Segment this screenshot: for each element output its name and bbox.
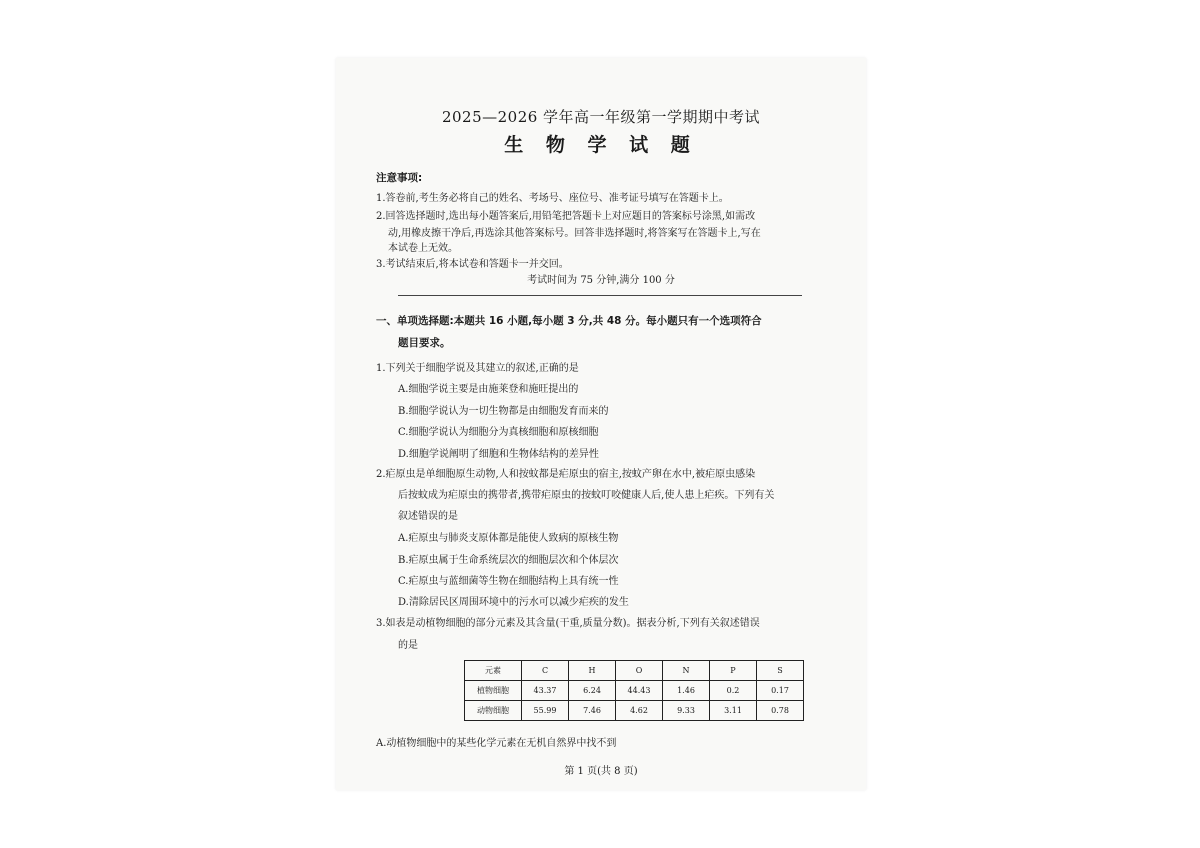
question-3-stem: 的是 (398, 640, 418, 651)
exam-title: 2025—2026 学年高一年级第一学期期中考试 (441, 108, 761, 126)
table-row (465, 681, 804, 701)
table-cell: 3.11 (710, 701, 757, 721)
table-cell: 6.24 (569, 681, 616, 701)
q2-option-c: C.疟原虫与蓝细菌等生物在细胞结构上具有统一性 (398, 576, 619, 587)
question-2-stem: 2.疟原虫是单细胞原生动物,人和按蚊都是疟原虫的宿主,按蚊产卵在水中,被疟原虫感染 (376, 469, 756, 480)
table-header-cell: O (616, 661, 663, 681)
notice-line: 动,用橡皮擦干净后,再选涂其他答案标号。回答非选择题时,将答案写在答题卡上,写在 (388, 228, 761, 239)
notice-line: 3.考试结束后,将本试卷和答题卡一并交回。 (376, 259, 569, 270)
q2-option-b: B.疟原虫属于生命系统层次的细胞层次和个体层次 (398, 555, 619, 566)
table-cell: 植物细胞 (465, 681, 522, 701)
q1-option-b: B.细胞学说认为一切生物都是由细胞发育而来的 (398, 406, 609, 417)
q3-option-a: A.动植物细胞中的某些化学元素在无机自然界中找不到 (376, 738, 617, 749)
table-header-row (465, 661, 804, 681)
q2-option-a: A.疟原虫与肺炎支原体都是能使人致病的原核生物 (398, 533, 619, 544)
table-header-cell: S (757, 661, 804, 681)
table-cell: 7.46 (569, 701, 616, 721)
q1-option-c: C.细胞学说认为细胞分为真核细胞和原核细胞 (398, 427, 599, 438)
table-cell: 动物细胞 (465, 701, 522, 721)
table-cell: 0.2 (710, 681, 757, 701)
question-3-stem: 3.如表是动植物细胞的部分元素及其含量(干重,质量分数)。据表分析,下列有关叙述错误 (376, 618, 760, 629)
table-cell: 0.17 (757, 681, 804, 701)
subject-title: 生 物 学 试 题 (504, 134, 698, 156)
notice-line: 本试卷上无效。 (388, 243, 458, 254)
page-number: 第 1 页(共 8 页) (564, 766, 638, 777)
notice-heading: 注意事项: (376, 172, 423, 184)
exam-page (336, 58, 866, 790)
exam-time-note: 考试时间为 75 分钟,满分 100 分 (527, 275, 675, 286)
question-2-stem: 后按蚊成为疟原虫的携带者,携带疟原虫的按蚊叮咬健康人后,使人患上疟疾。下列有关 (398, 490, 775, 501)
q1-option-a: A.细胞学说主要是由施莱登和施旺提出的 (398, 384, 579, 395)
table-header-cell: C (522, 661, 569, 681)
section-heading-cont: 题目要求。 (398, 337, 451, 349)
q2-option-d: D.清除居民区周围环境中的污水可以减少疟疾的发生 (398, 597, 629, 608)
table-cell: 1.46 (663, 681, 710, 701)
table-cell: 0.78 (757, 701, 804, 721)
table-cell: 43.37 (522, 681, 569, 701)
notice-line: 1.答卷前,考生务必将自己的姓名、考场号、座位号、准考证号填写在答题卡上。 (376, 193, 729, 204)
q1-option-d: D.细胞学说阐明了细胞和生物体结构的差异性 (398, 449, 599, 460)
table-header-cell: H (569, 661, 616, 681)
table-header-cell: 元素 (465, 661, 522, 681)
table-row (465, 701, 804, 721)
table-cell: 44.43 (616, 681, 663, 701)
table-header-cell: P (710, 661, 757, 681)
table-cell: 4.62 (616, 701, 663, 721)
table-header-cell: N (663, 661, 710, 681)
section-heading: 一、单项选择题:本题共 16 小题,每小题 3 分,共 48 分。每小题只有一个选项符合 (376, 315, 762, 327)
table-cell: 9.33 (663, 701, 710, 721)
question-2-stem: 叙述错误的是 (398, 511, 458, 522)
question-1-stem: 1.下列关于细胞学说及其建立的叙述,正确的是 (376, 363, 579, 374)
element-content-table (464, 660, 804, 721)
notice-line: 2.回答选择题时,选出每小题答案后,用铅笔把答题卡上对应题目的答案标号涂黑,如需改 (376, 211, 756, 222)
divider-rule (398, 295, 802, 296)
table-cell: 55.99 (522, 701, 569, 721)
